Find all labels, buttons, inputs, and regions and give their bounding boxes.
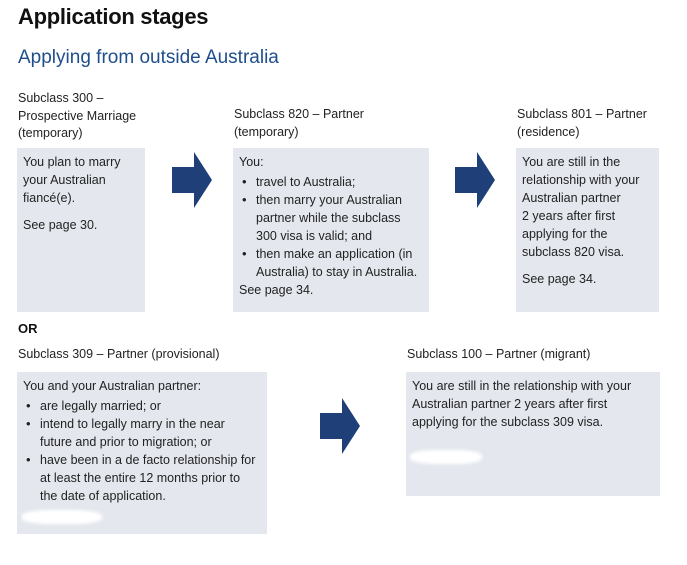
stage-300-text-line: You plan to marry: [23, 155, 121, 169]
stage-820-bullet-list: [239, 173, 423, 281]
stage-300-box: [17, 148, 145, 312]
stage-309-intro: You and your Australian partner:: [23, 379, 202, 393]
page-subtitle: Applying from outside Australia: [18, 47, 279, 68]
list-item-line: future and prior to migration; or: [40, 435, 212, 449]
stage-801-box: [516, 148, 659, 312]
or-separator: OR: [18, 321, 38, 336]
list-item-line: • intend to legally marry in the near: [40, 417, 225, 431]
arrow-right-icon: [172, 152, 212, 208]
list-item-line: • travel to Australia;: [256, 175, 356, 189]
stage-300-text-line: your Australian: [23, 173, 106, 187]
stage-100-text-line: You are still in the relationship with your: [412, 379, 632, 393]
stage-820-label-line: (temporary): [234, 124, 299, 139]
redaction-smudge: [410, 450, 482, 464]
stage-300-label-line: (temporary): [18, 126, 83, 140]
list-item-line: Australia) to stay in Australia.: [256, 265, 418, 279]
stage-100-label-line: Subclass 100 – Partner (migrant): [407, 347, 591, 361]
stage-820-box: [233, 148, 429, 312]
stage-801-text-line: subclass 820 visa.: [522, 245, 625, 259]
stage-100-label: [407, 346, 590, 364]
stage-309-label: [18, 346, 220, 364]
stage-300-label: [18, 90, 136, 143]
stage-300-see-page: See page 30.: [23, 218, 98, 232]
list-item-line: 300 visa is valid; and: [256, 229, 373, 243]
stage-820-see-page: See page 34.: [239, 283, 314, 297]
stage-100-text-line: Australian partner 2 years after first: [412, 397, 608, 411]
list-item-line: the date of application.: [40, 489, 166, 503]
arrow-right-icon: [455, 152, 495, 208]
stage-801-text-line: Australian partner: [522, 191, 621, 205]
list-item: [23, 451, 261, 505]
stage-801-label-line: Subclass 801 – Partner: [517, 107, 647, 121]
stage-100-text-line: applying for the subclass 309 visa.: [412, 415, 604, 429]
redaction-smudge: [22, 510, 102, 524]
list-item: [239, 191, 423, 245]
list-item: [239, 245, 423, 281]
list-item-line: • have been in a de facto relationship for: [40, 453, 256, 467]
stage-801-label-line: (residence): [517, 124, 580, 139]
stage-309-label-line: Subclass 309 – Partner (provisional): [18, 347, 220, 361]
stage-309-bullet-list: [23, 397, 261, 505]
stage-100-box: [406, 372, 660, 496]
list-item: [23, 397, 261, 415]
list-item-line: • are legally married; or: [40, 399, 161, 413]
stage-801-label: [517, 106, 647, 141]
stage-801-text-line: relationship with your: [522, 173, 640, 187]
list-item-line: • then make an application (in: [256, 247, 413, 261]
stage-801-text-line: You are still in the: [522, 155, 621, 169]
stage-801-text-line: applying for the: [522, 227, 608, 241]
list-item: [23, 415, 261, 451]
stage-820-label-line: Subclass 820 – Partner: [234, 107, 364, 121]
page-title: Application stages: [18, 4, 209, 29]
list-item-line: at least the entire 12 months prior to: [40, 471, 241, 485]
stage-820-label: [234, 106, 364, 141]
list-item-line: partner while the subclass: [256, 211, 401, 225]
arrow-right-icon: [320, 398, 360, 454]
stage-300-label-line: Prospective Marriage: [18, 108, 137, 123]
stage-300-text-line: fiancé(e).: [23, 191, 76, 205]
stage-300-label-line: Subclass 300 –: [18, 91, 104, 105]
stage-820-intro: You:: [239, 155, 264, 169]
stage-801-see-page: See page 34.: [522, 272, 597, 286]
list-item-line: • then marry your Australian: [256, 193, 402, 207]
list-item: [239, 173, 423, 191]
stage-801-text-line: 2 years after first: [522, 209, 616, 223]
